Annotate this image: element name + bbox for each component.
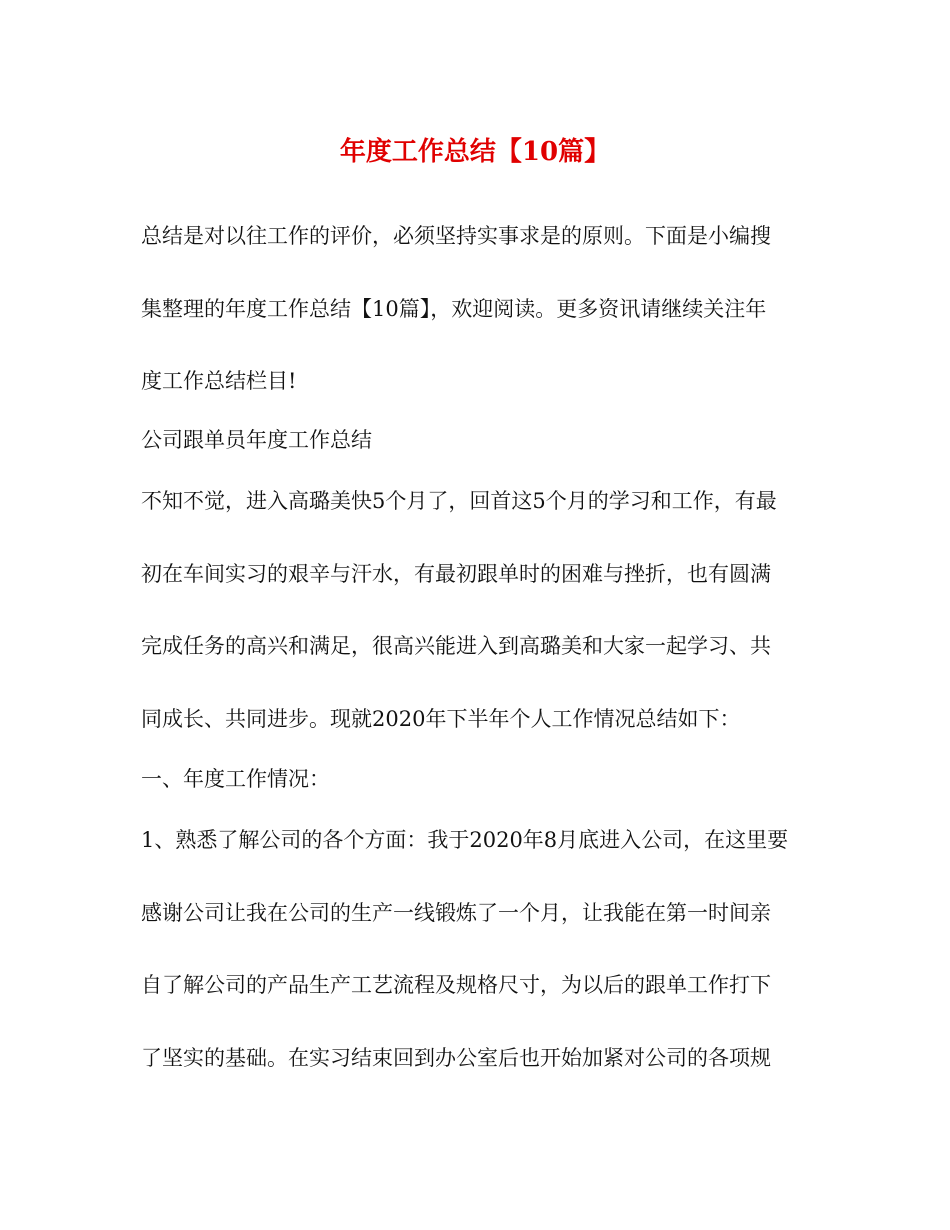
body-line-13: 了坚实的基础。在实习结束回到办公室后也开始加紧对公司的各项规 bbox=[141, 1046, 771, 1070]
body-line-12: 自了解公司的产品生产工艺流程及规格尺寸，为以后的跟单工作打下 bbox=[141, 973, 771, 997]
subsection-heading: 一、年度工作情况： bbox=[141, 767, 330, 791]
body-line-5: 不知不觉，进入高璐美快5个月了，回首这5个月的学习和工作，有最 bbox=[141, 489, 777, 513]
body-line-7: 完成任务的高兴和满足，很高兴能进入到高璐美和大家一起学习、共 bbox=[141, 634, 771, 658]
body-line-3: 度工作总结栏目! bbox=[141, 369, 297, 393]
body-line-10: 1、熟悉了解公司的各个方面：我于2020年8月底进入公司，在这里要 bbox=[141, 828, 789, 852]
body-line-6: 初在车间实习的艰辛与汗水，有最初跟单时的困难与挫折，也有圆满 bbox=[141, 562, 771, 586]
document-title: 年度工作总结【10篇】 bbox=[339, 137, 611, 167]
body-line-1: 总结是对以往工作的评价，必须坚持实事求是的原则。下面是小编搜 bbox=[141, 224, 771, 248]
section-heading: 公司跟单员年度工作总结 bbox=[141, 428, 372, 452]
body-line-2: 集整理的年度工作总结【10篇】，欢迎阅读。更多资讯请继续关注年 bbox=[141, 297, 767, 321]
body-line-11: 感谢公司让我在公司的生产一线锻炼了一个月，让我能在第一时间亲 bbox=[141, 901, 771, 925]
body-line-8: 同成长、共同进步。现就2020年下半年个人工作情况总结如下： bbox=[141, 707, 741, 731]
